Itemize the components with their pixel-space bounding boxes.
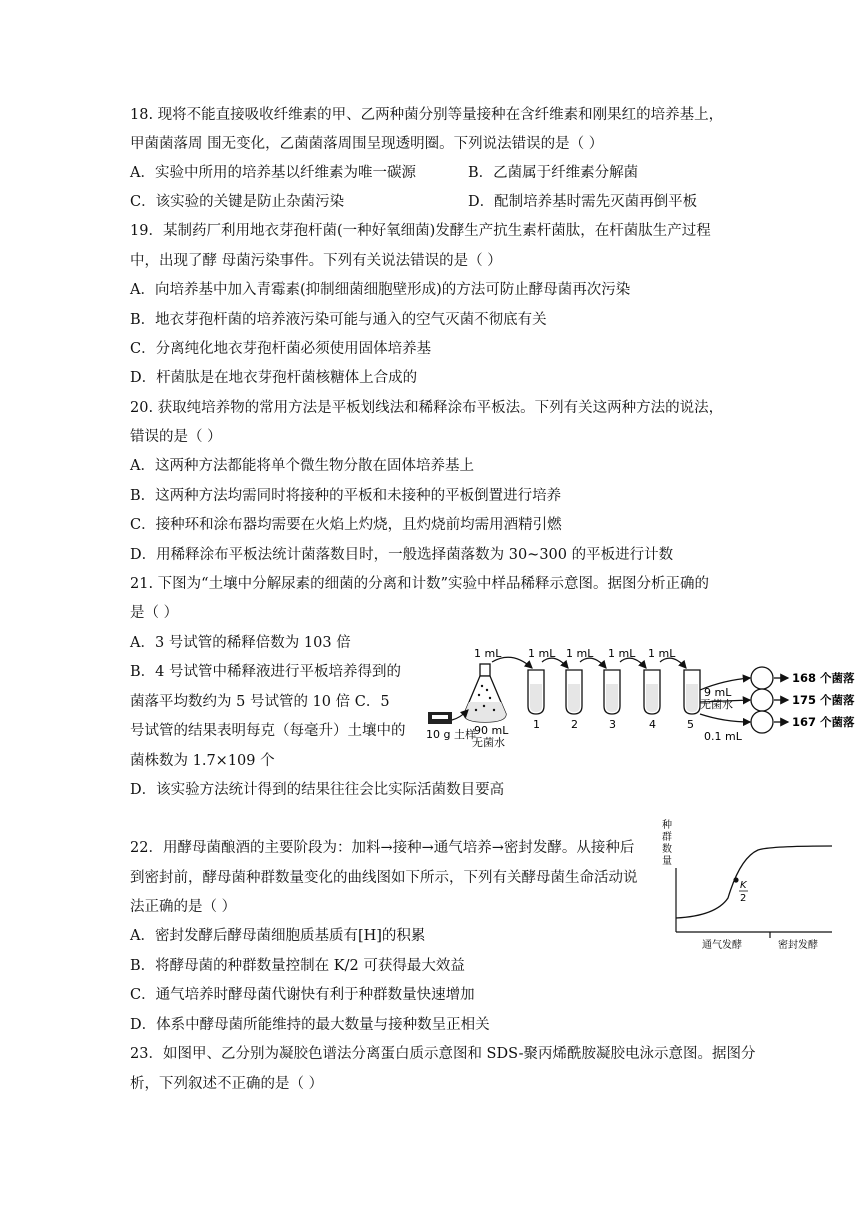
q18-option-d: D．配制培养基时需先灭菌再倒平板 bbox=[468, 194, 698, 210]
q18-option-b: B．乙菌属于纤维素分解菌 bbox=[468, 165, 639, 181]
test-tube-icon bbox=[566, 670, 582, 714]
y-axis-label: 种 bbox=[662, 820, 672, 831]
transfer-label: 1 mL bbox=[648, 647, 676, 660]
q21-option-b-line1: B．4 号试管中稀释液进行平板培养得到的 bbox=[130, 664, 401, 680]
q23-stem-line1: 23．如图甲、乙分别为凝胶色谱法分离蛋白质示意图和 SDS-聚丙烯酰胺凝胶电泳示意图。据图分 bbox=[130, 1046, 756, 1062]
q21-stem-line2: 是（ ） bbox=[130, 605, 179, 621]
soil-label: 10 g 土样 bbox=[426, 728, 476, 741]
q20-stem-line1: 20. 获取纯培养物的常用方法是平板划线法和稀释涂布平板法。下列有关这两种方法的说法， bbox=[130, 400, 724, 416]
q21-option-c-line1: 号试管的结果表明每克（每毫升）土壤中的 bbox=[130, 723, 406, 739]
dilution-figure bbox=[424, 640, 860, 752]
y-axis-label: 量 bbox=[662, 856, 672, 867]
q21-option-d: D．该实验方法统计得到的结果往往会比实际活菌数目要高 bbox=[130, 782, 505, 798]
colony-count: 168 个菌落 bbox=[792, 671, 855, 685]
q22-stem-line2: 到密封前，酵母菌种群数量变化的曲线图如下所示，下列有关酵母菌生命活动说 bbox=[130, 870, 638, 886]
k-half-denominator: 2 bbox=[740, 893, 747, 904]
transfer-label: 1 mL bbox=[566, 647, 594, 660]
balance-icon bbox=[428, 710, 468, 724]
y-axis-label: 群 bbox=[662, 832, 672, 843]
transfer-arrow bbox=[492, 657, 532, 668]
transfer-label: 1 mL bbox=[528, 647, 556, 660]
q20-option-c: C．接种环和涂布器均需要在火焰上灼烧，且灼烧前均需用酒精引燃 bbox=[130, 517, 562, 533]
growth-curve-figure bbox=[656, 818, 836, 958]
flask-water-label: 90 mL bbox=[474, 724, 509, 737]
q19-stem-line2: 中，出现了酵 母菌污染事件。下列有关说法错误的是（ ） bbox=[130, 253, 502, 269]
q20-option-d: D．用稀释涂布平板法统计菌落数目时，一般选择菌落数为 30~300 的平板进行计数 bbox=[130, 547, 674, 563]
colony-count: 175 个菌落 bbox=[792, 693, 855, 707]
q20-option-b: B．这两种方法均需同时将接种的平板和未接种的平板倒置进行培养 bbox=[130, 488, 562, 504]
test-tube-icon bbox=[684, 670, 700, 714]
q18-stem-line2: 甲菌菌落周 围无变化，乙菌菌落周围呈现透明圈。下列说法错误的是（ ） bbox=[130, 136, 604, 152]
test-tube-icon bbox=[644, 670, 660, 714]
q19-stem-line1: 19．某制药厂利用地衣芽孢杆菌(一种好氧细菌)发酵生产抗生素杆菌肽，在杆菌肽生产过程 bbox=[130, 223, 711, 239]
test-tube-icon bbox=[528, 670, 544, 714]
k-half-point bbox=[733, 877, 738, 882]
tube-number: 4 bbox=[649, 718, 656, 731]
plating-arrow bbox=[700, 714, 750, 722]
petri-dish-icon bbox=[751, 711, 773, 733]
stage-label-sealed: 密封发酵 bbox=[778, 940, 818, 951]
q21-option-b-line2: 菌落平均数约为 5 号试管的 10 倍 C．5 bbox=[130, 694, 390, 710]
q18-option-a: A．实验中所用的培养基以纤维素为唯一碳源 bbox=[130, 165, 416, 181]
q22-option-a: A．密封发酵后酵母菌细胞质基质有[H]的积累 bbox=[130, 928, 426, 944]
q21-option-a: A．3 号试管的稀释倍数为 103 倍 bbox=[130, 635, 351, 651]
q22-option-c: C．通气培养时酵母菌代谢快有利于种群数量快速增加 bbox=[130, 987, 475, 1003]
y-axis-label: 数 bbox=[662, 844, 672, 855]
q22-option-b: B．将酵母菌的种群数量控制在 K/2 可获得最大效益 bbox=[130, 958, 465, 974]
test-tube-icon bbox=[604, 670, 620, 714]
transfer-label: 1 mL bbox=[608, 647, 636, 660]
tube-water-label: 9 mL bbox=[704, 686, 732, 699]
q23-stem-line2: 析，下列叙述不正确的是（ ） bbox=[130, 1076, 324, 1092]
q22-stem-line3: 法正确的是（ ） bbox=[130, 899, 237, 915]
tube-water-label: 无菌水 bbox=[700, 698, 733, 711]
petri-dish-icon bbox=[751, 667, 773, 689]
colony-count: 167 个菌落 bbox=[792, 715, 855, 729]
petri-dish-icon bbox=[751, 689, 773, 711]
q19-option-a: A．向培养基中加入青霉素(抑制细菌细胞壁形成)的方法可防止酵母菌再次污染 bbox=[130, 282, 631, 298]
q20-option-a: A．这两种方法都能将单个微生物分散在固体培养基上 bbox=[130, 458, 474, 474]
q21-option-c-line2: 菌株数为 1.7×109 个 bbox=[130, 753, 275, 769]
stage-label-aerobic: 通气发酵 bbox=[702, 940, 742, 951]
q18-option-c: C．该实验的关键是防止杂菌污染 bbox=[130, 194, 345, 210]
flask-icon bbox=[464, 664, 506, 722]
q19-option-c: C．分离纯化地衣芽孢杆菌必须使用固体培养基 bbox=[130, 341, 432, 357]
q19-option-b: B．地衣芽孢杆菌的培养液污染可能与通入的空气灭菌不彻底有关 bbox=[130, 312, 547, 328]
tube-number: 1 bbox=[533, 718, 540, 731]
tube-number: 5 bbox=[687, 718, 694, 731]
q21-stem-line1: 21. 下图为“土壤中分解尿素的细菌的分离和计数”实验中样品稀释示意图。据图分析正确的 bbox=[130, 576, 709, 592]
tube-number: 2 bbox=[571, 718, 578, 731]
tube-number: 3 bbox=[609, 718, 616, 731]
growth-curve bbox=[676, 846, 832, 918]
k-half-numerator: K bbox=[740, 880, 747, 891]
transfer-label: 1 mL bbox=[474, 647, 502, 660]
flask-water-label: 无菌水 bbox=[472, 736, 505, 749]
q20-stem-line2: 错误的是（ ） bbox=[130, 429, 222, 445]
q18-stem-line1: 18. 现将不能直接吸收纤维素的甲、乙两种菌分别等量接种在含纤维素和刚果红的培养基上， bbox=[130, 107, 724, 123]
plating-volume-label: 0.1 mL bbox=[704, 730, 742, 743]
q22-option-d: D．体系中酵母菌所能维持的最大数量与接种数呈正相关 bbox=[130, 1017, 490, 1033]
q19-option-d: D．杆菌肽是在地衣芽孢杆菌核糖体上合成的 bbox=[130, 370, 418, 386]
q22-stem-line1: 22．用酵母菌酿酒的主要阶段为：加料→接种→通气培养→密封发酵。从接种后 bbox=[130, 840, 635, 856]
